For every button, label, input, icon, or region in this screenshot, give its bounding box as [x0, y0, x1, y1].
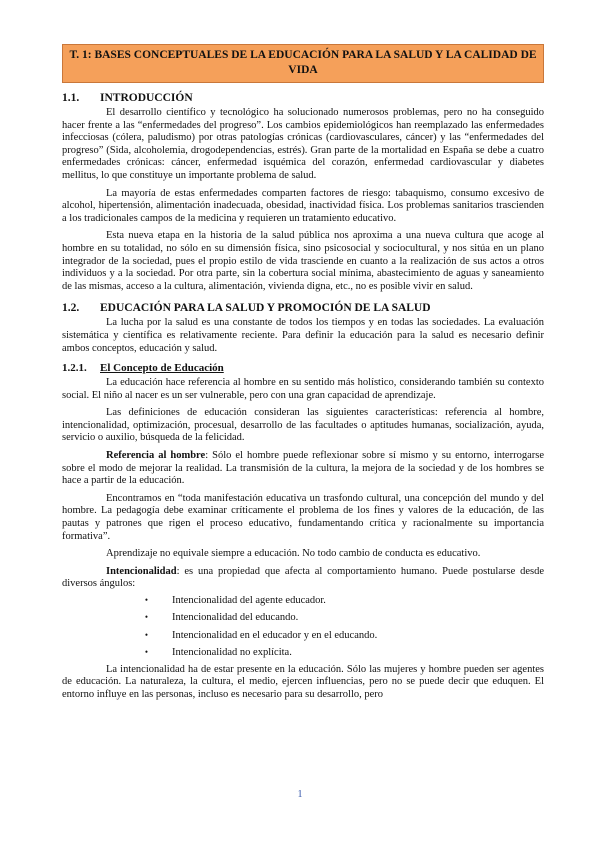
subsection-title: El Concepto de Educación	[100, 362, 224, 375]
list-item-text: Intencionalidad en el educador y en el educando.	[172, 629, 378, 641]
list-item	[62, 629, 544, 642]
paragraph: La lucha por la salud es una constante de todos los tiempos y en todas las sociedades. La evaluación sistemática y científica es relativamente reciente. Para definir la educación para la salud es necesario definir ambos conceptos, educación y salud.	[62, 317, 544, 354]
section-number: 1.2.	[62, 302, 80, 315]
paragraph-referencia	[62, 450, 544, 488]
paragraph: La educación hace referencia al hombre en su sentido más holístico, considerando también su contexto social. El niño al nacer es un ser vulnerable, pero con una gran capacidad de aprendizaje.	[62, 377, 544, 401]
subsection-heading-concepto-educacion	[62, 361, 544, 375]
paragraph: El desarrollo científico y tecnológico ha solucionado numerosos problemas, pero no ha conseguido hacer frente a las “enfermedades del progreso”. Los cambios epidemiológicos han reemplazado las enfermedades infecciosas (cólera, paludismo) por otras patologías crónicas (cardiovasculares, cáncer) y las “enfermedades del progreso” (Sida, alcoholemia, drogodependencias, estrés). Gran parte de la mortalidad en España se debe a cuatro enfermedades crónicas: cáncer, enfermedad isquémica del corazón, enfermedad cardiovascular y diabetes mellitus, lo que constituye un importante problema de salud.	[62, 107, 544, 181]
list-item-text: Intencionalidad del educando.	[172, 612, 299, 624]
list-item	[62, 646, 544, 659]
paragraph: Las definiciones de educación consideran las siguientes características: referencia al hombre, intencionalidad, optimización, procesual, desarrollo de las facultades o aptitudes humanas, socialización, ayuda, servicio o auxilio, búsqueda de la felicidad.	[62, 407, 544, 444]
paragraph: La mayoría de estas enfermedades comparten factores de riesgo: tabaquismo, consumo excesivo de alcohol, hipertensión, alimentación inadecuada, obesidad, inactividad física. Los problemas sanitarios trascienden a los tradicionales campos de la medicina y requieren un tratamiento educativo.	[62, 187, 544, 224]
chapter-title: T. 1: BASES CONCEPTUALES DE LA EDUCACIÓN PARA LA SALUD Y LA CALIDAD DE VIDA	[62, 44, 544, 83]
section-heading-educacion-salud	[62, 301, 544, 315]
section-number: 1.1.	[62, 92, 80, 104]
document-page	[62, 44, 544, 701]
list-item	[62, 611, 544, 624]
paragraph: Esta nueva etapa en la historia de la salud pública nos aproxima a una nueva cultura que acoge al hombre en su totalidad, no sólo en su dimensión física, sino psicosocial y sociocultural, y nos sitúa en un plano integrador de la sociedad, pues el propio estilo de vida trasciende en cuanto a la realización de sus actos a otros individuos y a la sociedad. Por otra parte, sin la cobertura social mínima, abastecimiento de aguas y saneamiento de las mismas, acceso a la cultura, alimentación, vivienda digna, etc., no es posible vivir en salud.	[62, 230, 544, 292]
bullet-icon: •	[144, 595, 148, 605]
section-title: INTRODUCCIÓN	[100, 92, 193, 104]
paragraph: La intencionalidad ha de estar presente en la educación. Sólo las mujeres y hombre pueden ser agentes de educación. La naturaleza, la cultura, el medio, ejercen influencias, pero no se puede decir que eduquen. El entorno influye en las personas, incluso es necesario para su desarrollo, pero	[62, 663, 544, 700]
bullet-icon: •	[144, 612, 148, 623]
list-item-text: Intencionalidad no explícita.	[172, 647, 292, 659]
bold-term: Intencionalidad	[106, 565, 177, 577]
paragraph: Encontramos en “toda manifestación educativa un trasfondo cultural, una concepción del mundo y del hombre. La pedagogía debe examinar críticamente el problema de los fines y valores de la educación, de las pautas y patrones que rigen el proceso educativo, fundamentando crítica y racionalmente su importancia formativa”.	[62, 492, 544, 542]
list-item-text: Intencionalidad del agente educador.	[172, 595, 326, 606]
paragraph-intencionalidad	[62, 566, 544, 591]
list-item	[62, 594, 544, 607]
subsection-number: 1.2.1.	[62, 362, 87, 375]
bullet-icon: •	[144, 629, 148, 640]
paragraph: Aprendizaje no equivale siempre a educación. No todo cambio de conducta es educativo.	[106, 548, 481, 560]
bullet-icon: •	[144, 647, 148, 658]
bullet-list	[62, 594, 544, 660]
paragraph-text: : es una propiedad que afecta al comportamiento humano. Puede postularse desde diversos ángulos:	[62, 565, 544, 590]
bold-term: Referencia al hombre	[106, 450, 206, 462]
section-heading-introduccion	[62, 91, 544, 105]
paragraph-text: : Sólo el hombre puede reflexionar sobre sí mismo y su entorno, interrogarse sobre el modo de mejorar la realidad. La transmisión de la cultura, la mejora de la sociedad y de los hombres se hace a partir de la educación.	[62, 450, 544, 487]
section-title: EDUCACIÓN PARA LA SALUD Y PROMOCIÓN DE LA SALUD	[100, 302, 431, 315]
page-number: 1	[297, 789, 303, 800]
